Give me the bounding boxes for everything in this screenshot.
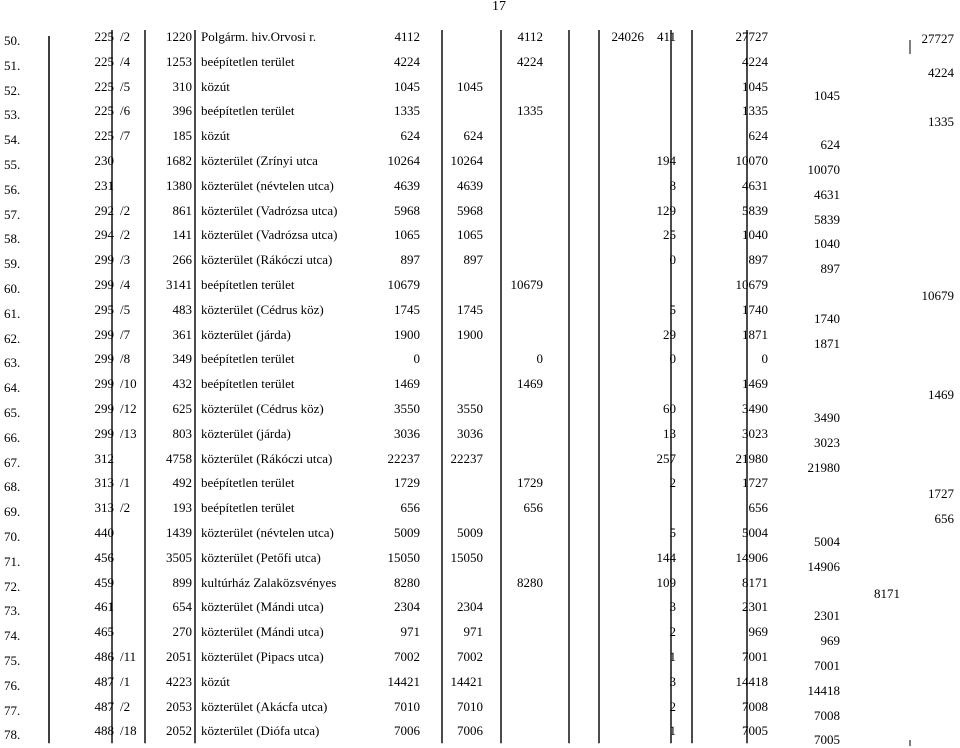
cell-hrsz: 459 [94, 574, 114, 590]
cell-alsz: /8 [120, 351, 131, 367]
cell-b: 5009 [457, 525, 483, 540]
cell-nev: közterület (névtelen utca) [201, 525, 334, 540]
cell-nev: közút [201, 78, 230, 94]
cell-ter: 266 [172, 252, 192, 268]
cell-a: 1045 [394, 78, 420, 94]
cell-f: 7008 [742, 698, 768, 714]
cell-h: 1335 [928, 114, 954, 130]
row-number: 71. [4, 553, 21, 569]
cell-g: 1045 [814, 87, 840, 103]
cell-b: 14421 [450, 673, 483, 689]
cell-g: 10070 [807, 162, 840, 177]
cell-c: 656 [523, 500, 543, 516]
cell-hrsz: 231 [94, 177, 114, 193]
row-number: 57. [4, 206, 21, 222]
cell-f: 5004 [742, 525, 768, 540]
cell-hrsz: 295 [94, 301, 114, 317]
cell-ter: 185 [172, 128, 192, 144]
row-number: 77. [4, 702, 21, 718]
cell-ter: 1439 [166, 525, 192, 540]
cell-ter: 361 [172, 326, 192, 342]
row-number: 60. [4, 281, 21, 296]
cell-h: 8171 [874, 585, 900, 601]
cell-e: 3 [669, 599, 676, 615]
cell-alsz: /5 [120, 301, 131, 317]
row-number: 69. [4, 504, 21, 520]
cell-a: 1469 [394, 376, 420, 392]
cell-a: 897 [400, 252, 420, 268]
cell-alsz: /2 [120, 29, 131, 44]
row-number: 56. [4, 181, 21, 197]
cell-a: 7002 [394, 649, 420, 664]
cell-h: 27727 [921, 31, 954, 46]
cell-f: 21980 [735, 450, 768, 466]
cell-e: 0 [669, 351, 676, 367]
cell-a: 656 [400, 500, 420, 516]
cell-f: 1469 [742, 376, 768, 392]
cell-g: 5004 [814, 534, 840, 549]
row-number: 59. [4, 256, 21, 272]
cell-g: 1871 [814, 335, 840, 351]
cell-ter: 483 [172, 301, 192, 317]
row-number: 52. [4, 82, 21, 98]
cell-f: 27727 [735, 29, 768, 44]
row-number: 54. [4, 132, 21, 148]
cell-ter: 432 [172, 376, 192, 392]
cell-hrsz: 456 [94, 549, 114, 565]
cell-alsz: /2 [120, 202, 131, 218]
cell-h: 4224 [928, 64, 954, 80]
cell-hrsz: 440 [94, 525, 114, 540]
cell-nev: közterület (Zrínyi utca [201, 153, 318, 168]
cell-f: 969 [748, 624, 768, 640]
cell-b: 22237 [450, 450, 483, 466]
cell-hrsz: 313 [94, 500, 114, 516]
cell-nev: beépítetlen terület [201, 53, 295, 69]
cell-g: 7001 [814, 658, 840, 673]
row-number: 67. [4, 454, 21, 470]
cell-e: 194 [656, 153, 676, 168]
cell-alsz: /18 [120, 723, 137, 739]
cell-f: 7005 [742, 723, 768, 739]
cell-c: 1469 [517, 376, 543, 392]
cell-alsz: /1 [120, 475, 131, 491]
cell-f: 7001 [742, 649, 768, 664]
cell-a: 7006 [394, 723, 420, 739]
cell-c: 10679 [510, 277, 543, 292]
cell-ter: 349 [172, 351, 192, 367]
cell-b: 7002 [457, 649, 483, 664]
cell-d: 24026 [611, 29, 644, 44]
cell-ter: 3141 [166, 277, 192, 292]
cell-g: 14906 [807, 558, 840, 574]
cell-g: 5839 [814, 211, 840, 227]
cell-a: 0 [413, 351, 420, 367]
cell-e: 2 [669, 624, 676, 640]
cell-ter: 2051 [166, 649, 192, 664]
cell-a: 4224 [394, 53, 420, 69]
cell-e: 13 [663, 425, 676, 441]
cell-ter: 625 [172, 401, 192, 416]
row-number: 53. [4, 107, 21, 123]
cell-h: 10679 [921, 288, 954, 303]
cell-ter: 1682 [166, 153, 192, 168]
cell-nev: beépítetlen terület [201, 351, 295, 367]
cell-e: 411 [656, 29, 676, 44]
cell-ter: 1253 [166, 53, 192, 69]
row-number: 73. [4, 603, 21, 619]
cell-e: 2 [669, 475, 676, 491]
cell-f: 14418 [735, 673, 768, 689]
cell-nev: közterület (Cédrus köz) [201, 401, 324, 416]
cell-f: 4631 [742, 177, 768, 193]
cell-g: 3490 [814, 410, 840, 425]
cell-nev: közterület (Vadrózsa utca) [201, 202, 338, 218]
cell-g: 1740 [814, 310, 840, 326]
cell-f: 1335 [742, 103, 768, 119]
cell-f: 1727 [742, 475, 768, 491]
cell-h: 656 [934, 511, 954, 527]
cell-b: 5968 [457, 202, 483, 218]
cell-g: 624 [820, 137, 840, 153]
cell-nev: kultúrház Zalaközsvényes [201, 574, 337, 590]
cell-ter: 4758 [166, 450, 192, 466]
cell-nev: közterület (Mándi utca) [201, 624, 324, 640]
page-number: 17 [492, 0, 506, 14]
cell-ter: 310 [172, 78, 192, 94]
cell-ter: 270 [172, 624, 192, 640]
cell-nev: beépítetlen terület [201, 277, 295, 292]
cell-nev: közterület (járda) [201, 425, 291, 441]
row-number: 61. [4, 305, 21, 321]
cell-nev: beépítetlen terület [201, 103, 295, 119]
cell-nev: közterület (Mándi utca) [201, 599, 324, 615]
cell-a: 2304 [394, 599, 420, 615]
cell-f: 10679 [735, 277, 768, 292]
cell-nev: beépítetlen terület [201, 475, 295, 491]
cell-a: 1065 [394, 227, 420, 243]
cell-f: 5839 [742, 202, 768, 218]
row-number: 75. [4, 653, 21, 668]
cell-a: 3550 [394, 401, 420, 416]
cell-f: 8171 [742, 574, 768, 590]
row-number: 50. [4, 33, 21, 48]
cell-b: 1900 [457, 326, 483, 342]
cell-h: 1469 [928, 387, 954, 403]
cell-hrsz: 465 [94, 624, 114, 640]
cell-c: 1335 [517, 103, 543, 119]
cell-nev: közút [201, 673, 230, 689]
row-number: 63. [4, 355, 21, 371]
cell-a: 4112 [394, 29, 420, 44]
cell-g: 969 [820, 633, 840, 649]
cell-e: 109 [656, 574, 676, 590]
cell-hrsz: 299 [94, 326, 114, 342]
cell-alsz: /2 [120, 698, 131, 714]
cell-nev: közterület (Akácfa utca) [201, 698, 328, 714]
cell-c: 0 [536, 351, 543, 367]
cell-g: 4631 [814, 186, 840, 202]
cell-f: 14906 [735, 549, 768, 565]
cell-alsz: /13 [120, 425, 137, 441]
cell-e: 8 [669, 177, 676, 193]
cell-alsz: /12 [120, 401, 137, 416]
cell-hrsz: 225 [94, 103, 114, 119]
cell-hrsz: 486 [94, 649, 114, 664]
cell-b: 1045 [457, 78, 483, 94]
cell-alsz: /5 [120, 78, 131, 94]
cell-e: 29 [663, 326, 676, 342]
cell-f: 2301 [742, 599, 768, 615]
row-number: 78. [4, 727, 21, 743]
cell-a: 1335 [394, 103, 420, 119]
cell-a: 1745 [394, 301, 420, 317]
cell-hrsz: 299 [94, 401, 114, 416]
cell-ter: 899 [172, 574, 192, 590]
cell-f: 656 [748, 500, 768, 516]
cell-alsz: /11 [120, 649, 137, 664]
cell-a: 1900 [394, 326, 420, 342]
cell-e: 5 [669, 301, 676, 317]
cell-ter: 141 [172, 227, 192, 243]
row-number: 66. [4, 429, 21, 445]
row-number: 51. [4, 57, 21, 73]
cell-b: 7006 [457, 723, 483, 739]
cell-c: 4112 [517, 29, 543, 44]
cell-g: 3023 [814, 434, 840, 450]
cell-a: 10264 [387, 153, 420, 168]
cell-nev: közterület (Diófa utca) [201, 723, 320, 739]
cell-hrsz: 225 [94, 53, 114, 69]
row-number: 68. [4, 479, 21, 495]
cell-b: 1065 [457, 227, 483, 243]
row-number: 65. [4, 405, 21, 420]
cell-e: 0 [669, 252, 676, 268]
cell-f: 4224 [742, 53, 768, 69]
cell-a: 3036 [394, 425, 420, 441]
cell-nev: közterület (Rákóczi utca) [201, 252, 333, 268]
row-number: 70. [4, 529, 21, 544]
row-number: 55. [4, 157, 21, 172]
cell-nev: közterület (Petőfi utca) [201, 549, 321, 565]
cell-b: 4639 [457, 177, 483, 193]
cell-hrsz: 230 [94, 153, 114, 168]
cell-b: 3036 [457, 425, 483, 441]
cell-g: 7005 [814, 732, 840, 748]
cell-b: 2304 [457, 599, 483, 615]
cell-e: 5 [669, 525, 676, 540]
cell-a: 8280 [394, 574, 420, 590]
cell-b: 7010 [457, 698, 483, 714]
cell-hrsz: 292 [94, 202, 114, 218]
cell-a: 7010 [394, 698, 420, 714]
cell-e: 2 [669, 698, 676, 714]
cell-hrsz: 299 [94, 425, 114, 441]
cell-f: 1045 [742, 78, 768, 94]
cell-hrsz: 299 [94, 252, 114, 268]
cell-f: 1040 [742, 227, 768, 243]
cell-f: 1871 [742, 326, 768, 342]
cell-nev: beépítetlen terület [201, 500, 295, 516]
cell-b: 624 [463, 128, 483, 144]
cell-hrsz: 488 [94, 723, 114, 739]
cell-hrsz: 225 [94, 29, 114, 44]
cell-a: 10679 [387, 277, 420, 292]
cell-f: 0 [761, 351, 768, 367]
cell-ter: 861 [172, 202, 192, 218]
cell-f: 3490 [742, 401, 768, 416]
cell-e: 144 [656, 549, 676, 565]
cell-h: 1727 [928, 486, 954, 502]
row-number: 76. [4, 677, 21, 693]
cell-a: 22237 [387, 450, 420, 466]
cell-ter: 193 [172, 500, 192, 516]
cell-e: 1 [669, 723, 676, 739]
cell-c: 8280 [517, 574, 543, 590]
cell-ter: 803 [172, 425, 192, 441]
cell-e: 60 [663, 401, 676, 416]
cell-ter: 3505 [166, 549, 192, 565]
cell-nev: közterület (Vadrózsa utca) [201, 227, 338, 243]
cell-a: 624 [400, 128, 420, 144]
cell-hrsz: 225 [94, 78, 114, 94]
cell-ter: 492 [172, 475, 192, 491]
cell-nev: Polgárm. hiv.Orvosi r. [201, 29, 317, 44]
cell-ter: 654 [172, 599, 192, 615]
cell-hrsz: 299 [94, 277, 114, 292]
cell-alsz: /3 [120, 252, 131, 268]
cell-nev: közterület (járda) [201, 326, 291, 342]
cell-a: 5009 [394, 525, 420, 540]
cell-e: 25 [663, 227, 676, 243]
cell-nev: közút [201, 128, 230, 144]
cell-hrsz: 487 [94, 673, 114, 689]
cell-ter: 4223 [166, 673, 192, 689]
cell-a: 14421 [387, 673, 420, 689]
cell-f: 10070 [735, 153, 768, 168]
cell-hrsz: 313 [94, 475, 114, 491]
cell-g: 14418 [807, 682, 840, 698]
cell-c: 4224 [517, 53, 543, 69]
cell-nev: közterület (Pipacs utca) [201, 649, 324, 664]
cell-nev: beépítetlen terület [201, 376, 295, 392]
cell-ter: 396 [172, 103, 192, 119]
row-number: 72. [4, 578, 21, 594]
cell-e: 1 [669, 649, 676, 664]
cell-alsz: /10 [120, 376, 137, 392]
cell-g: 21980 [807, 459, 840, 475]
cell-b: 971 [463, 624, 483, 640]
cell-nev: közterület (Rákóczi utca) [201, 450, 333, 466]
cell-hrsz: 225 [94, 128, 114, 144]
row-number: 58. [4, 231, 21, 247]
row-number: 74. [4, 628, 21, 644]
row-number: 62. [4, 330, 21, 346]
cell-ter: 2052 [166, 723, 192, 739]
cell-a: 4639 [394, 177, 420, 193]
cell-a: 15050 [387, 549, 420, 565]
cell-nev: közterület (névtelen utca) [201, 177, 334, 193]
cell-ter: 1380 [166, 177, 192, 193]
cell-hrsz: 294 [94, 227, 114, 243]
cell-hrsz: 461 [94, 599, 114, 615]
cell-g: 7008 [814, 707, 840, 723]
cell-f: 624 [748, 128, 768, 144]
cell-b: 897 [463, 252, 483, 268]
cell-g: 897 [820, 261, 840, 277]
cell-b: 1745 [457, 301, 483, 317]
cell-a: 5968 [394, 202, 420, 218]
cell-alsz: /6 [120, 103, 131, 119]
cell-alsz: /4 [120, 53, 131, 69]
cell-g: 1040 [814, 236, 840, 252]
cell-hrsz: 299 [94, 351, 114, 367]
cell-hrsz: 487 [94, 698, 114, 714]
cell-b: 15050 [450, 549, 483, 565]
cell-hrsz: 299 [94, 376, 114, 392]
cell-hrsz: 312 [94, 450, 114, 466]
cell-b: 3550 [457, 401, 483, 416]
cell-alsz: /2 [120, 227, 131, 243]
cell-ter: 2053 [166, 698, 192, 714]
cell-g: 2301 [814, 608, 840, 624]
cell-f: 1740 [742, 301, 768, 317]
cell-e: 257 [656, 450, 676, 466]
cell-alsz: /7 [120, 128, 131, 144]
cell-b: 10264 [450, 153, 483, 168]
cell-e: 129 [656, 202, 676, 218]
cell-alsz: /7 [120, 326, 131, 342]
cell-ter: 1220 [166, 29, 192, 44]
row-number: 64. [4, 380, 21, 396]
cell-a: 1729 [394, 475, 420, 491]
cell-c: 1729 [517, 475, 543, 491]
cell-alsz: /4 [120, 277, 131, 292]
cell-a: 971 [400, 624, 420, 640]
cell-f: 3023 [742, 425, 768, 441]
cell-f: 897 [748, 252, 768, 268]
cell-nev: közterület (Cédrus köz) [201, 301, 324, 317]
cell-alsz: /1 [120, 673, 131, 689]
cell-e: 3 [669, 673, 676, 689]
cell-alsz: /2 [120, 500, 131, 516]
